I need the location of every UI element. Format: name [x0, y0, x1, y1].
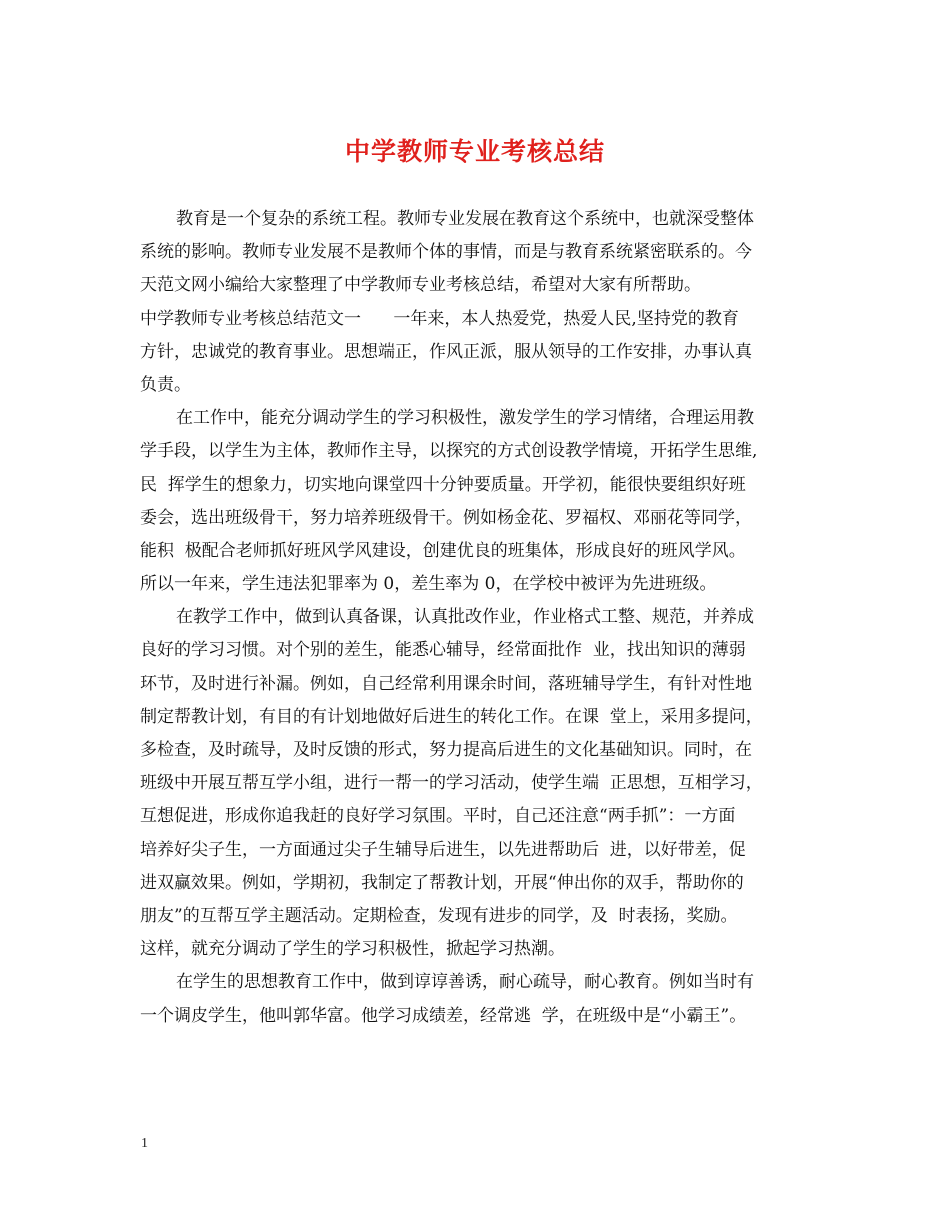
text-line: 教育是一个复杂的系统工程。教师专业发展在教育这个系统中，也就深受整体 — [176, 209, 754, 229]
text-line: 能积 极配合老师抓好班风学风建设，创建优良的班集体，形成良好的班风学风。 — [140, 540, 746, 561]
document-body — [140, 203, 820, 1033]
text-line: 在工作中，能充分调动学生的学习积极性，激发学生的学习情绪，合理运用教 — [176, 408, 754, 429]
text-line: 环节，及时进行补漏。例如，自己经常利用课余时间，落班辅导学生，有针对性地 — [140, 673, 752, 694]
text-line: 在教学工作中，做到认真备课，认真批改作业，作业格式工整、规范，并养成 — [176, 607, 754, 628]
text-line: 多检查，及时疏导，及时反馈的形式，努力提高后进生的文化基础知识。同时，在 — [140, 740, 752, 760]
text-line: 所以一年来，学生违法犯罪率为 0，差生率为 0，在学校中被评为先进班级。 — [140, 574, 717, 595]
text-line: 制定帮教计划，有目的有计划地做好后进生的转化工作。在课 堂上，采用多提问， — [140, 706, 763, 727]
text-line: 培养好尖子生，一方面通过尖子生辅导后进生，以先进帮助后 进，以好带差，促 — [140, 839, 746, 860]
text-line: 互想促进，形成你追我赶的良好学习氛围。平时，自己还注意“两手抓”：一方面 — [140, 806, 736, 827]
text-line: 方针，忠诚党的教育事业。思想端正，作风正派，服从领导的工作安排，办事认真 — [140, 341, 752, 362]
text-line: 良好的学习习惯。对个别的差生，能悉心辅导，经常面批作 业，找出知识的薄弱 — [140, 640, 746, 661]
text-line: 负责。 — [140, 374, 191, 395]
text-line: 这样，就充分调动了学生的学习积极性，掀起学习热潮。 — [140, 939, 565, 960]
text-line: 委会，选出班级骨干，努力培养班级骨干。例如杨金花、罗福权、邓丽花等同学， — [140, 507, 752, 528]
text-line: 学手段，以学生为主体，教师作主导，以探究的方式创设教学情境，开拓学生思维, — [140, 441, 758, 462]
text-line: 一个调皮学生，他叫郭华富。他学习成绩差，经常逃 学，在班级中是“小霸王”。 — [140, 1005, 747, 1026]
text-line: 朋友”的互帮互学主题活动。定期检查，发现有进步的同学，及 时表扬，奖励。 — [140, 905, 738, 926]
document-title: 中学教师专业考核总结 — [344, 137, 605, 166]
text-line: 中学教师专业考核总结范文一 一年来，本人热爱党，热爱人民,坚持党的教育 — [140, 308, 739, 329]
text-line: 在学生的思想教育工作中，做到谆谆善诱，耐心疏导，耐心教育。例如当时有 — [176, 972, 754, 993]
text-line: 班级中开展互帮互学小组，进行一帮一的学习活动，使学生端 正思想，互相学习， — [140, 773, 763, 794]
text-line: 民 挥学生的想象力，切实地向课堂四十分钟要质量。开学初，能很快要组织好班 — [140, 474, 746, 495]
text-line: 系统的影响。教师专业发展不是教师个体的事情，而是与教育系统紧密联系的。今 — [140, 242, 752, 263]
text-line: 天范文网小编给大家整理了中学教师专业考核总结，希望对大家有所帮助。 — [140, 275, 701, 296]
page-number: 1 — [141, 1136, 148, 1151]
text-line: 进双赢效果。例如，学期初，我制定了帮教计划，开展“伸出你的双手，帮助你的 — [140, 872, 744, 893]
